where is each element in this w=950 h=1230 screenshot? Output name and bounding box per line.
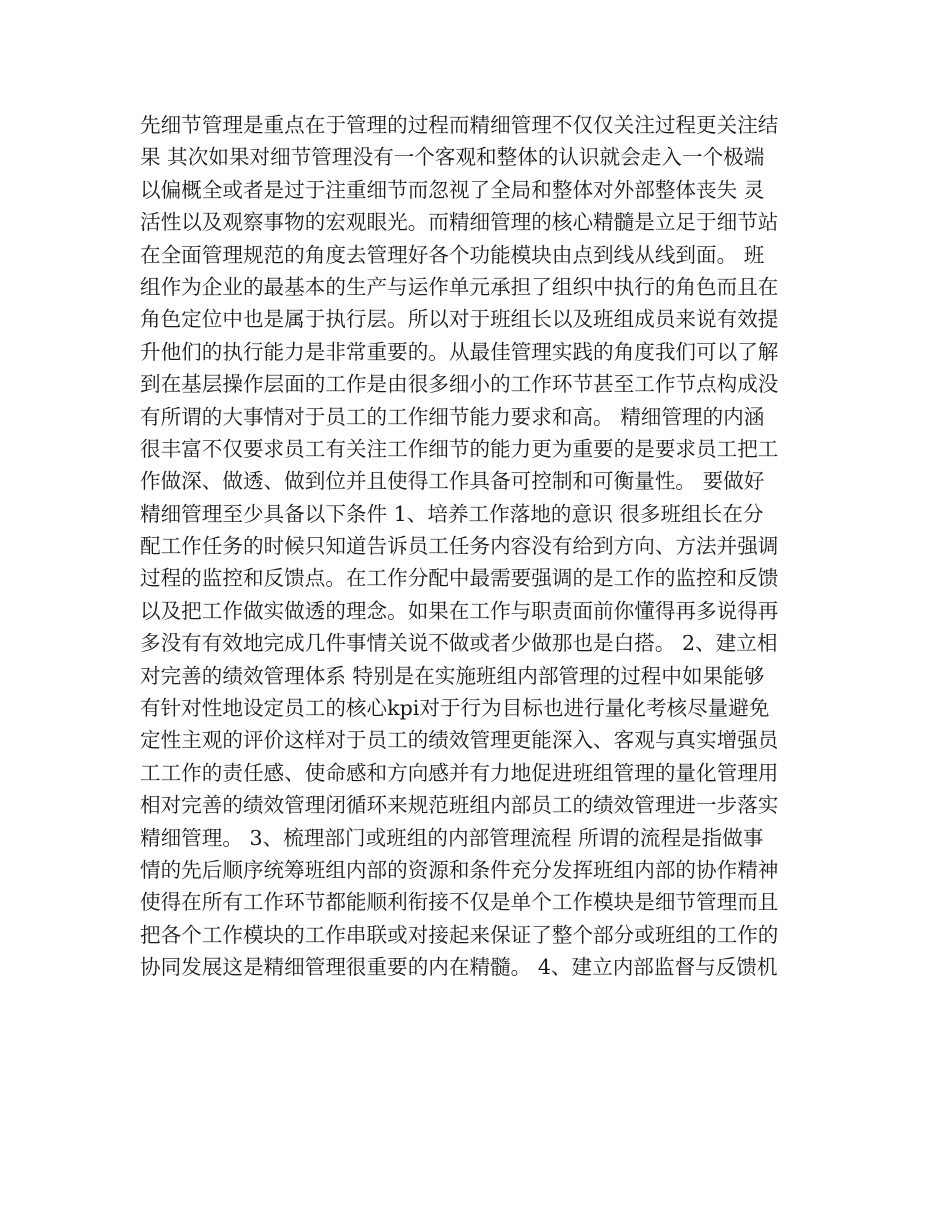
text-line: 工工作的责任感、使命感和方向感并有力地促进班组管理的量化管理用: [140, 760, 779, 785]
text-line: 有所谓的大事情对于员工的工作细节能力要求和高。 精细管理的内涵: [140, 404, 765, 429]
text-line: 过程的监控和反馈点。在工作分配中最需要强调的是工作的监控和反馈: [140, 566, 779, 591]
text-line: 精细管理至少具备以下条件 1、培养工作落地的意识 很多班组长在分: [140, 501, 764, 526]
text-line: 组作为企业的最基本的生产与运作单元承担了组织中执行的角色而且在: [140, 274, 779, 299]
text-line: 配工作任务的时候只知道告诉员工任务内容没有给到方向、方法并强调: [140, 534, 779, 559]
text-line: 角色定位中也是属于执行层。所以对于班组长以及班组成员来说有效提: [140, 307, 779, 332]
text-line: 有针对性地设定员工的核心kpi对于行为目标也进行量化考核尽量避免: [140, 696, 770, 721]
text-line: 精细管理。 3、梳理部门或班组的内部管理流程 所谓的流程是指做事: [140, 825, 764, 850]
text-line: 相对完善的绩效管理闭循环来规范班组内部员工的绩效管理进一步落实: [140, 793, 779, 818]
text-line: 协同发展这是精细管理很重要的内在精髓。 4、建立内部监督与反馈机: [140, 955, 778, 980]
text-line: 作做深、做透、做到位并且使得工作具备可控制和可衡量性。 要做好: [140, 469, 765, 494]
text-line: 先细节管理是重点在于管理的过程而精细管理不仅仅关注过程更关注结: [140, 113, 779, 137]
text-line: 对完善的绩效管理体系 特别是在实施班组内部管理的过程中如果能够: [140, 663, 765, 688]
text-line: 以偏概全或者是过于注重细节而忽视了全局和整体对外部整体丧失 灵: [140, 177, 765, 202]
text-line: 升他们的执行能力是非常重要的。从最佳管理实践的角度我们可以了解: [140, 339, 779, 364]
text-line: 以及把工作做实做透的理念。如果在工作与职责面前你懂得再多说得再: [140, 598, 779, 623]
text-line: 使得在所有工作环节都能顺利衔接不仅是单个工作模块是细节管理而且: [140, 890, 779, 915]
text-line: 很丰富不仅要求员工有关注工作细节的能力更为重要的是要求员工把工: [140, 436, 779, 461]
text-line: 把各个工作模块的工作串联或对接起来保证了整个部分或班组的工作的: [140, 922, 779, 947]
text-line: 定性主观的评价这样对于员工的绩效管理更能深入、客观与真实增强员: [140, 728, 779, 753]
text-line: 多没有有效地完成几件事情关说不做或者少做那也是白搭。 2、建立相: [140, 631, 778, 656]
text-line: 活性以及观察事物的宏观眼光。而精细管理的核心精髓是立足于细节站: [140, 210, 779, 235]
text-line: 情的先后顺序统筹班组内部的资源和条件充分发挥班组内部的协作精神: [140, 857, 779, 882]
text-line: 果 其次如果对细节管理没有一个客观和整体的认识就会走入一个极端: [140, 145, 765, 170]
text-line: 在全面管理规范的角度去管理好各个功能模块由点到线从线到面。 班: [140, 242, 765, 267]
body-text: [140, 109, 820, 984]
text-line: 到在基层操作层面的工作是由很多细小的工作环节甚至工作节点构成没: [140, 372, 779, 397]
